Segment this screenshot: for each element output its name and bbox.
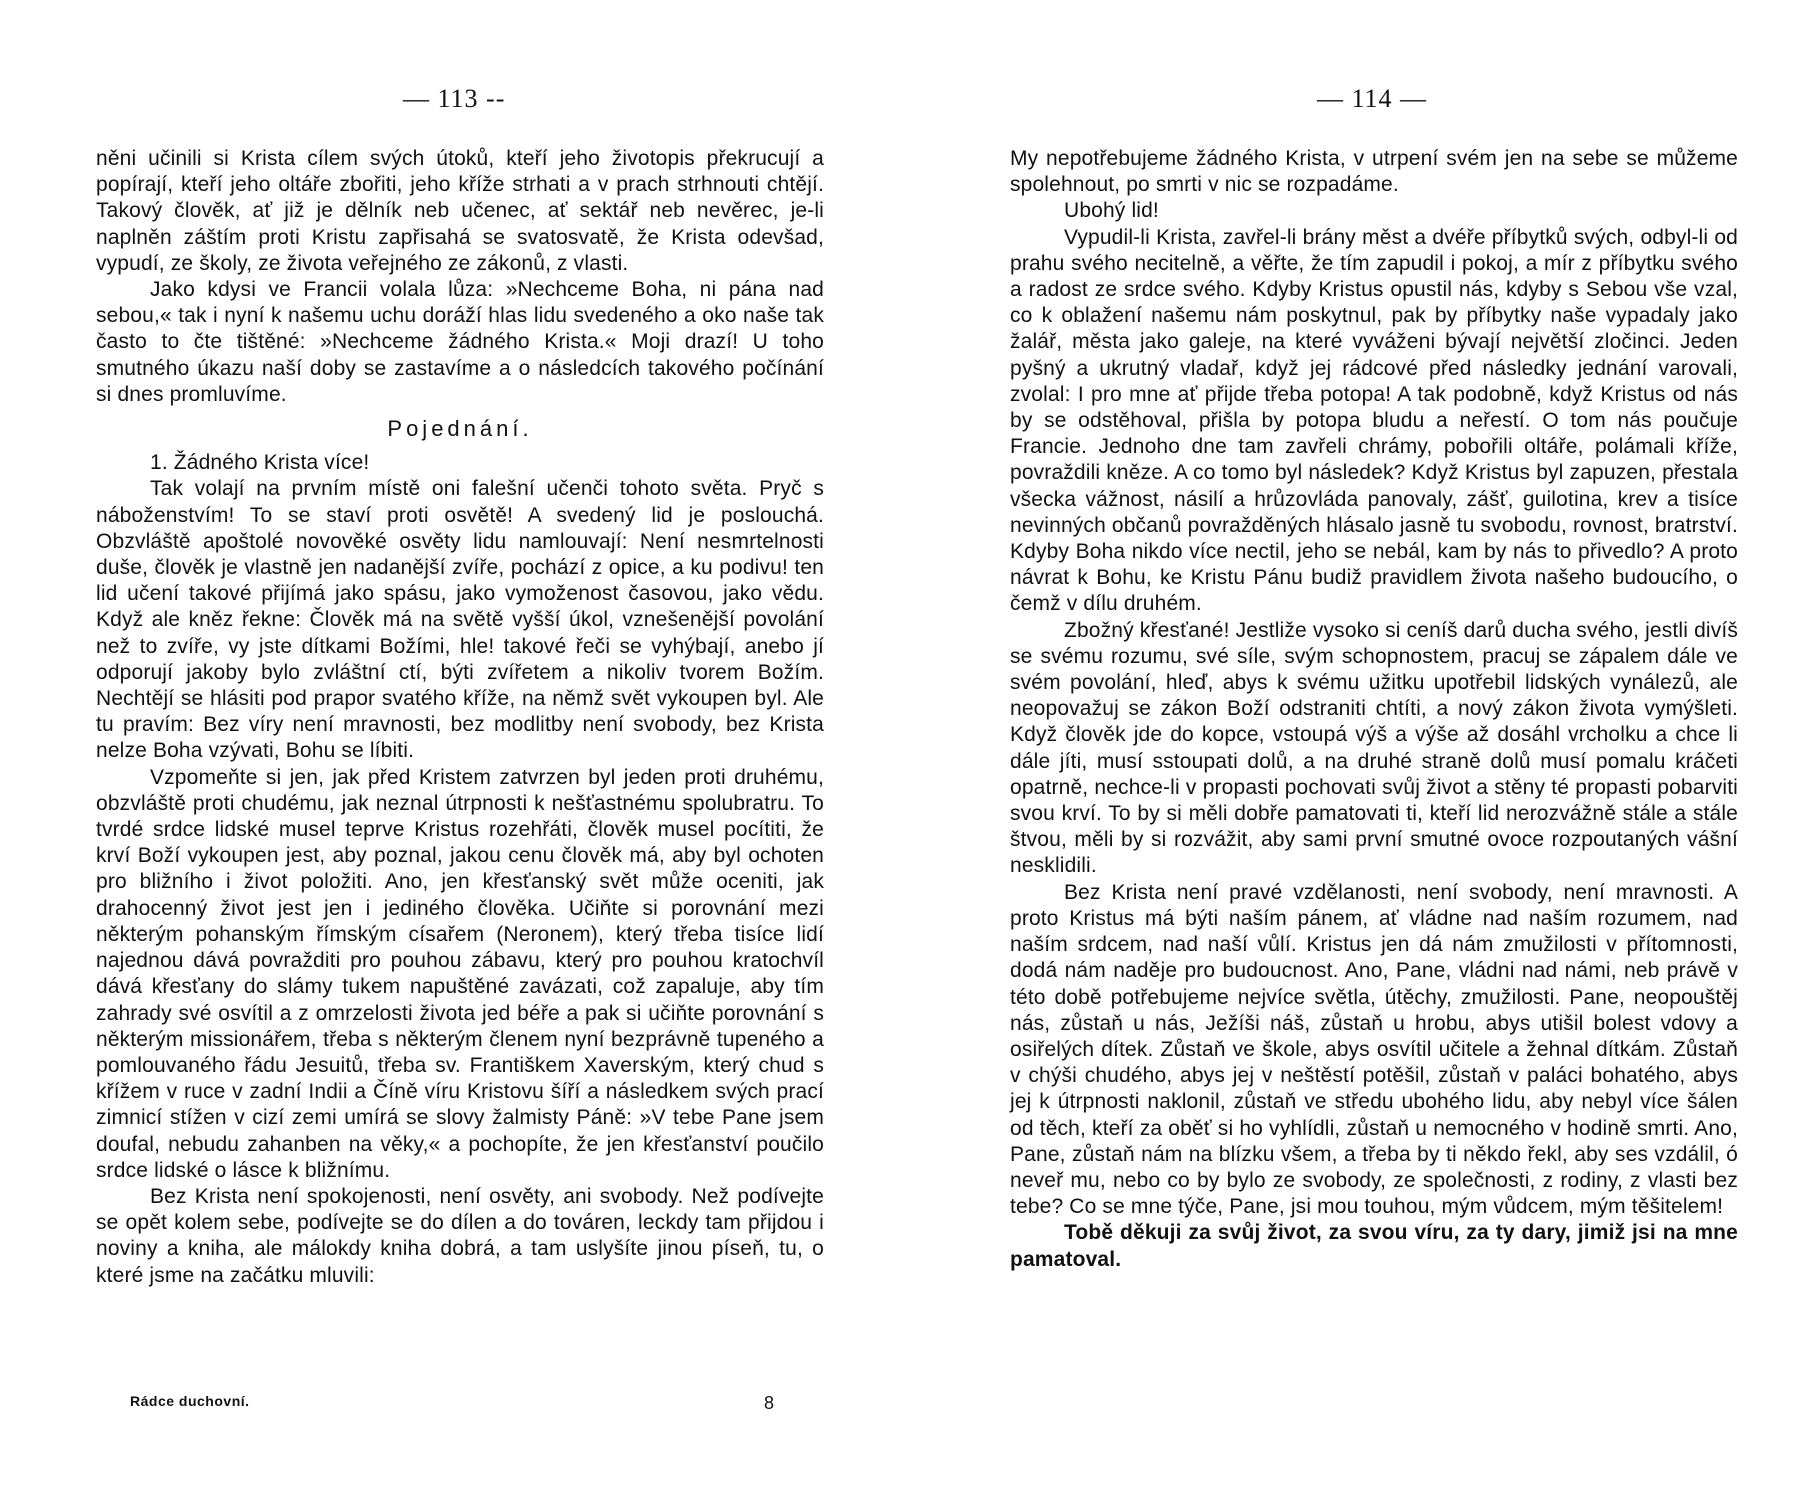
paragraph: Zbožný křesťané! Jestliže vysoko si ceníš darů ducha svého, jestli divíš se svému rozumu, své síle, svým schopnostem, pracuj se zápalem dále ve svém povolání, hleď, abys k svému užitku upotřebil lidských vynálezů, ale neopovažuj se zákon Boží odstraniti chtíti, a nový zákon života vymýšleti. Když člověk jde do kopce, vstoupá výš a výše až dosáhl vrcholku a chce li dále jíti, musí sstoupati dolů, a na druhé straně dolů musí pomalu kráčeti opatrně, nechce-li v propasti pochovati svůj život a stěny té propasti pobarviti svou krví. To by si měli dobře pamatovati ti, kteří lid nerozvážně stále a stále štvou, měli by si rozvážit, aby sami první smutné ovoce rozpoutaných vášní nesklidili. (1010, 618, 1738, 878)
footer-title: Rádce duchovní. (130, 1393, 250, 1409)
right-text-block (1010, 146, 1738, 1273)
paragraph: Jako kdysi ve Francii volala lůza: »Nechceme Boha, ni pána nad sebou,« tak i nyní k našemu uchu doráží hlas lidu svedeného a oko naše tak často to čte tištěné: »Nechceme žádného Krista.« Moji drazí! U toho smutného úkazu naší doby se zastavíme a o následcích takového počínání si dnes promluvíme. (96, 278, 824, 406)
right-page (909, 0, 1818, 1501)
left-text-block (96, 146, 824, 1289)
subheading: 1. Žádného Krista více! (150, 451, 370, 475)
paragraph: Bez Krista není spokojenosti, není osvěty, ani svobody. Než podívejte se opět kolem sebe, podívejte se do dílen a do továren, leckdy tam přijdou i noviny a kniha, ale málokdy kniha dobrá, a tam uslyšíte jinou píseň, tu, o které jsme na začátku mluvili: (96, 1184, 824, 1287)
paragraph: Vypudil-li Krista, zavřel-li brány měst a dvéře příbytků svých, odbyl-li od prahu svého necitelně, a věřte, že tím zapudil i pokoj, a mír z příbytku svého a radost ze srdce svého. Kdyby Kristus opustil nás, kdyby s Sebou vše vzal, co k oblažení našemu nám poskytnul, pak by příbytky naše vypadaly jako žalář, města jako galeje, na které vyváženi bývají největší zločinci. Jeden pyšný a ukrutný vladař, když jej rádcové před následky jednání varovali, zvolal: I pro mne ať přijde třeba potopa! A tak podobně, když Kristus od nás by se odstěhoval, přišla by potopa bludu a neřestí. O tom nás poučuje Francie. Jednoho dne tam zavřeli chrámy, pobořili oltáře, polámali kříže, povraždili kněze. A co tomo byl následek? Když Kristus byl zapuzen, přestala všecka vážnost, násilí a hrůzovláda panovaly, zášť, guilotina, krev a tisíce nevinných občanů povražděných hlásalo jasně tu svobodu, rovnost, bratrství. Kdyby Boha nikdo více nectil, jeho se nebál, kam by nás to přivedlo? A proto návrat k Bohu, ke Kristu Pánu budiž pravidlem života našeho budoucího, o čemž v dílu druhém. (1010, 225, 1739, 616)
paragraph: Tak volají na prvním místě oni falešní učenči tohoto světa. Pryč s náboženstvím! To se staví proti osvětě! A svedený lid je poslouchá. Obzvláště apoštolé novověké osvěty lidu namlouvají: Není nesmrtelnosti duše, člověk je vlastně jen nadanější zvíře, pochází z opice, a ku podivu! ten lid učení takové přijímá jako spásu, jako vymoženost časovou, jako vědu. Když ale kněz řekne: Člověk má na světě vyšší úkol, vznešenější povolání než to zvíře, vy jste dítkami Božími, hle! takové řeči se vyhýbají, anebo jí odporují jakoby bylo zvláštní ctí, býti zvířetem a nikoliv tvorem Božím. Nechtějí se hlásiti pod prapor svatého kříže, na němž svět vykoupen byl. Ale tu pravím: Bez víry není mravnosti, bez modlitby není svobody, bez Krista nelze Boha vzývati, Bohu se líbiti. (96, 477, 824, 763)
paragraph: Tobě děkuji za svůj život, za svou víru, za ty dary, jimiž jsi na mne pamatoval. (1010, 1221, 1738, 1271)
signature-mark: 8 (764, 1393, 775, 1413)
paragraph: Ubohý lid! (1064, 199, 1159, 223)
paragraph: Bez Krista není pravé vzdělanosti, není svobody, není mravnosti. A proto Kristus má býti naším pánem, ať vládne nad naším rozumem, nad naším srdcem, nad naší vůlí. Kristus jen dá nám zmužilosti v přítomnosti, dodá nám naděje pro budoucnost. Ano, Pane, vládni nad námi, neb právě v této době potřebujeme nejvíce světla, útěchy, zmužilosti. Pane, neopouštěj nás, zůstaň u nás, Ježíši náš, zůstaň u hrobu, abys utišil bolest vdovy a osiřelých dítek. Zůstaň ve škole, abys osvítil učitele a žehnal dítkám. Zůstaň v chýši chudého, abys jej v neštěstí potěšil, zůstaň v paláci bohatého, abys jej k útrpnosti naklonil, zůstaň ve středu ubohého lidu, aby nebyl více šálen od těch, kteří za oběť si ho vyhlídli, zůstaň u nemocného v hodině smrti. Ano, Pane, zůstaň nám na blízku všem, a třeba by ti někdo řekl, aby ses vzdálil, ó neveř mu, nebo co by bylo ze svobody, ze společnosti, z rodiny, z vlasti bez tebe? Co se mne týče, Pane, jsi mou touhou, mým vůdcem, mým těšitelem! (1010, 880, 1738, 1219)
paragraph: něni učinili si Krista cílem svých útoků, kteří jeho životopis překrucují a popírají, kteří jeho oltáře zbořiti, jeho kříže strhati a v prach strhnouti chtějí. Takový člověk, ať již je dělník neb učenec, ať sektář neb nevěrec, je-li naplněn záštím proti Kristu zapřisahá se svatosvatě, že Krista odevšad, vypudí, ze školy, ze života veřejného ze zákonů, z vlasti. (96, 147, 824, 275)
paragraph: Vzpomeňte si jen, jak před Kristem zatvrzen byl jeden proti druhému, obzvláště proti chudému, jak neznal útrpnosti k nešťastnému spolubratru. To tvrdé srdce lidské musel teprve Kristus rozehřáti, člověk musel pocítiti, že krví Boží vykoupen jest, aby poznal, jakou cenu člověk má, aby byl ochoten pro bližního i život položiti. Ano, jen křesťanský svět může oceniti, jak drahocenný život jest jen i jediného člověka. Učiňte si porovnání mezi některým pohanským římským císařem (Neronem), který třeba tisíce lidí najednou dává povražditi pro pouhou zábavu, který pro pouhou kratochvíl dává křesťany do slámy tukem napuštěné zavázati, což zapaluje, aby tím zahrady své osvítil a z omrzelosti života jed béře a pak si učiňte porovnání s některým missionářem, třeba s některým členem nyní bezprávně tupeného a pomlouvaného řádu Jesuitů, třeba sv. Františkem Xaverským, který chud s křížem v ruce v zadní Indii a Číně víru Kristovu šíří a následkem svých prací zimnicí stížen v cizí zemi umírá se slovy žalmisty Páně: »V tebe Pane jsem doufal, nebudu zahanben na věky,« a pochopíte, že jen křesťanství poučilo srdce lidské o lásce k bližnímu. (96, 765, 824, 1182)
paragraph: My nepotřebujeme žádného Krista, v utrpení svém jen na sebe se můžeme spolehnout, po smrti v nic se rozpadáme. (1010, 147, 1738, 197)
section-heading: Pojednání. (387, 416, 533, 442)
page-number: — 113 -- (403, 84, 506, 113)
page-number: — 114 — (1317, 84, 1428, 113)
